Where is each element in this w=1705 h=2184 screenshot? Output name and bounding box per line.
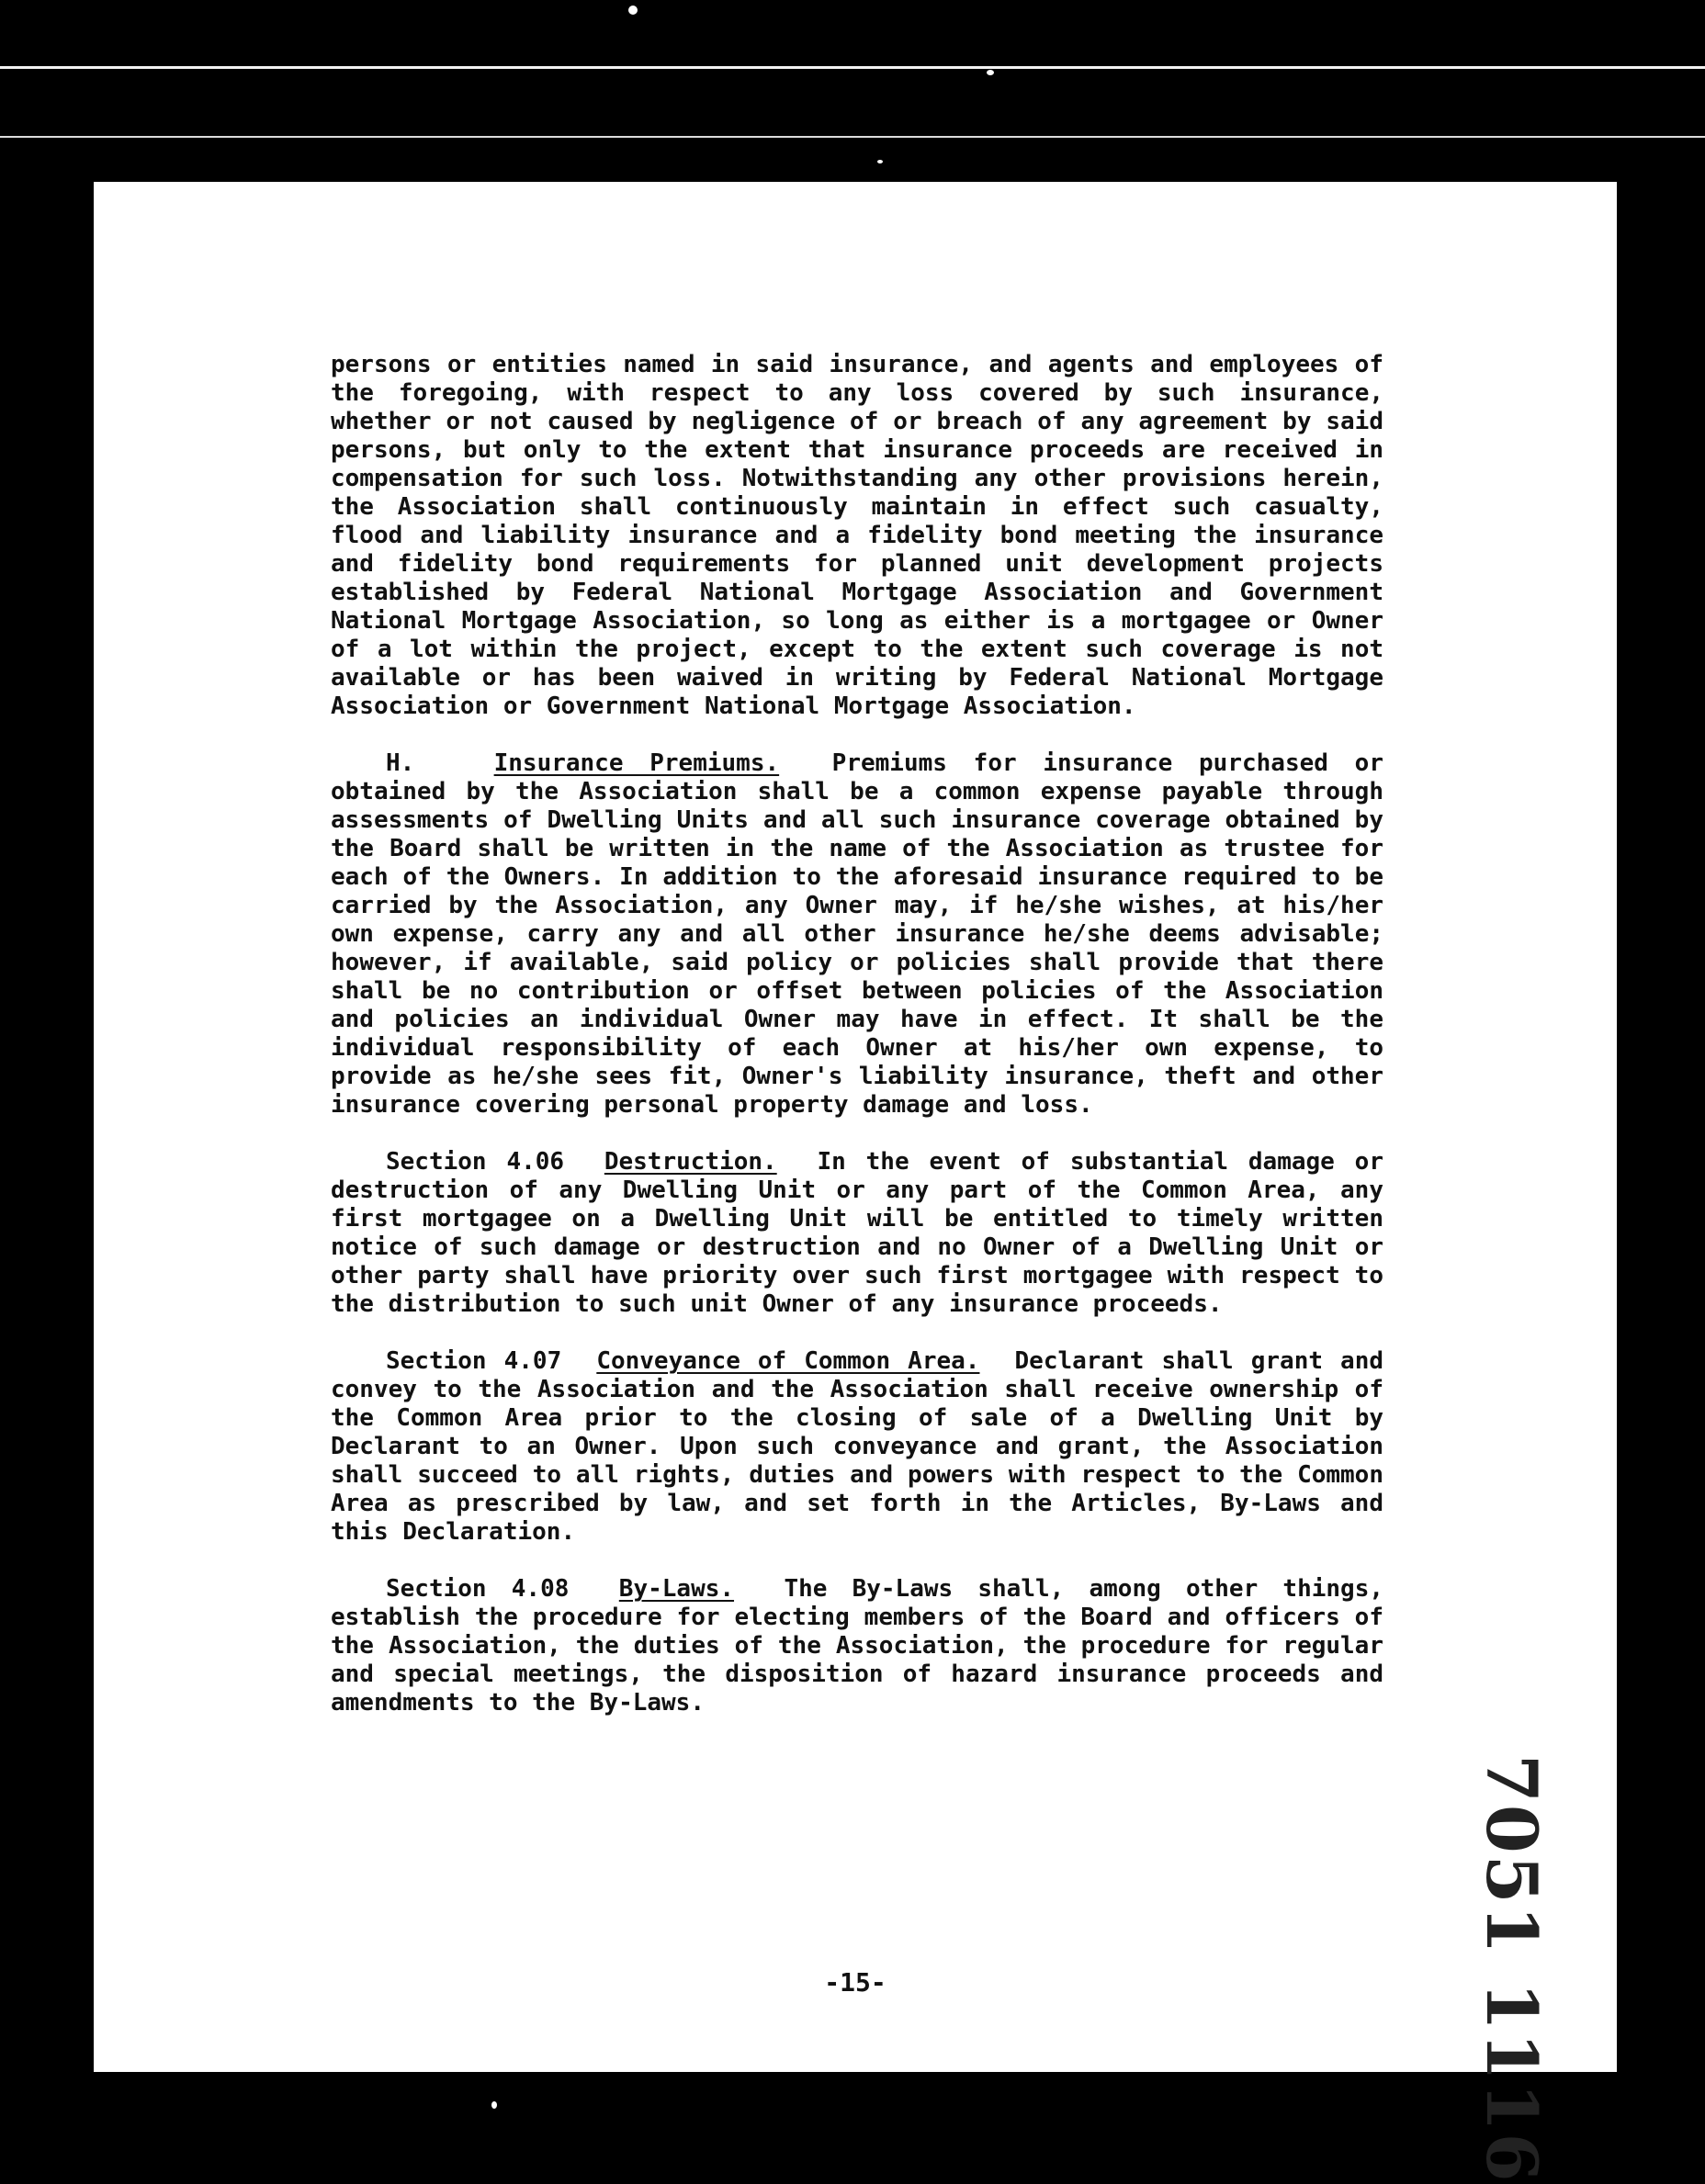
section-number: Section 4.06 [386,1148,565,1176]
document-body [331,351,1383,1717]
section-heading: Conveyance of Common Area. [596,1347,980,1375]
paragraph-text: The By-Laws shall, among other things, establish the procedure for electing members of the Board and officers of the Association, the duties of the Association, the procedure for regular and special meetings, the disposition of hazard insurance proceeds and amendments to the By-Laws. [331,1575,1383,1717]
paragraph-section-4-07 [331,1347,1383,1547]
paragraph-insurance-premiums [331,749,1383,1120]
paragraph-text: In the event of substantial damage or destruction of any Dwelling Unit or any part of the Common Area, any first mortgagee on a Dwelling Unit will be entitled to timely written notice of such damage or destruction and no Owner of a Dwelling Unit or other party shall have priority over such first mortgagee with respect to the distribution to such unit Owner of any insurance proceeds. [331,1148,1383,1318]
section-heading: By-Laws. [618,1575,735,1603]
side-stamp-text: 7051 1116 [1471,1754,1553,2184]
paragraph-insurance-continued [331,351,1383,721]
scan-speck [987,70,994,75]
section-heading: Insurance Premiums. [493,749,780,777]
paragraph-text: Declarant shall grant and convey to the Association and the Association shall receive ownership of the Common Area prior to the closing of sale of a Dwelling Unit by Declarant to an Owner. Upon such conveyance and grant, the Association shall succeed to all rights, duties and powers with respect to the Common Area as prescribed by law, and set forth in the Articles, By-Laws and this Declaration. [331,1347,1384,1546]
paragraph-lead: H. [386,749,415,777]
page-number: -15- [824,1967,886,1998]
paragraph-text: Premiums for insurance purchased or obtained by the Association shall be a common expense payable through assessments of Dwelling Units and all such insurance coverage obtained by the Board shall be written in the name of the Association as trustee for each of the Owners. In addition to the aforesaid insurance required to be carried by the Association, any Owner may, if he/she wishes, at his/her own expense, carry any and all other insurance he/she deems advisable; however, if available, said policy or policies shall provide that there shall be no contribution or offset between policies of the Association and policies an individual Owner may have in effect. It shall be the individual responsibility of each Owner at his/her own expense, to provide as he/she sees fit, Owner's liability insurance, theft and other insurance covering personal property damage and loss. [331,749,1383,1119]
document-page [94,182,1617,2184]
paragraph-text: persons or entities named in said insurance, and agents and employees of the foregoing, with respect to any loss covered by such insurance, whether or not caused by negligence of or breach of any agreement by said persons, but only to the extent that insurance proceeds are received in compensation for such loss. Notwithstanding any other provisions herein, the Association shall continuously maintain in effect such casualty, flood and liability insurance and a fidelity bond meeting the insurance and fidelity bond requirements for planned unit development projects established by Federal National Mortgage Association and Government National Mortgage Association, so long as either is a mortgagee or Owner of a lot within the project, except to the extent such coverage is not available or has been waived in writing by Federal National Mortgage Association or Government National Mortgage Association. [331,351,1383,720]
scan-edge-middle [0,136,1705,138]
scan-edge-top [0,66,1705,69]
paragraph-section-4-08 [331,1575,1383,1717]
scan-speck [628,6,638,15]
section-heading: Destruction. [604,1148,777,1176]
paragraph-section-4-06 [331,1148,1383,1319]
section-number: Section 4.07 [386,1347,562,1375]
scan-speck [877,160,883,163]
scan-speck [491,2101,497,2109]
section-number: Section 4.08 [386,1575,570,1603]
